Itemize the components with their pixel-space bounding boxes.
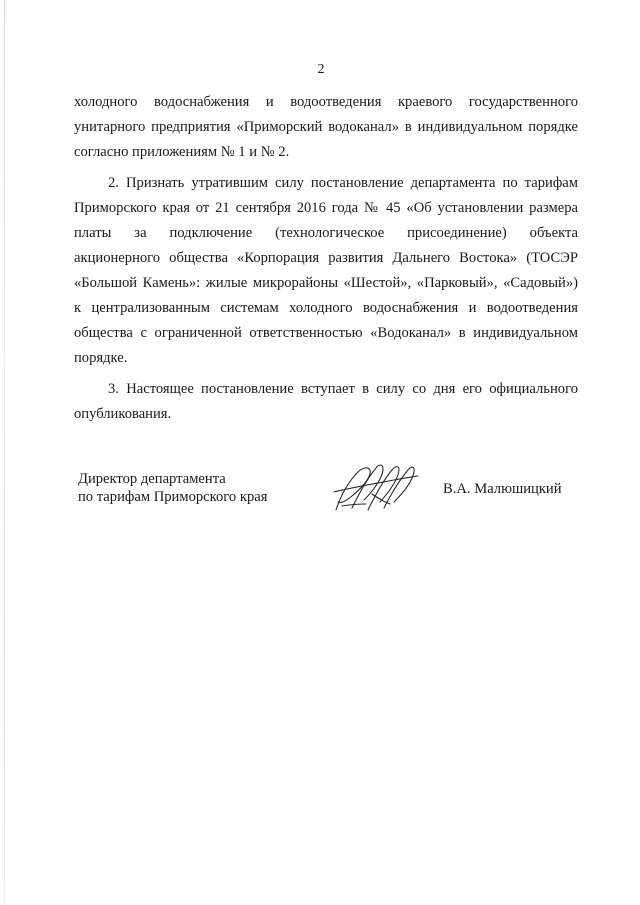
paragraph2-line-7: общества с ограниченной ответственностью «Водоканал» в индивидуальном xyxy=(74,325,578,341)
paragraph2-line-2: Приморского края от 21 сентября 2016 года № 45 «Об установлении размера xyxy=(74,200,578,216)
paragraph1-line-2: унитарного предприятия «Приморский водоканал» в индивидуальном порядке xyxy=(74,119,578,135)
paragraph2-line-8: порядке. xyxy=(74,350,128,366)
paragraph3-line-2: опубликования. xyxy=(74,406,172,422)
page-number: 2 xyxy=(317,62,325,77)
handwritten-signature xyxy=(328,458,420,516)
signatory-title-line-1: Директор департамента xyxy=(78,471,226,487)
paragraph1-line-1: холодного водоснабжения и водоотведения краевого государственного xyxy=(74,94,578,110)
paragraph3-line-1: 3. Настоящее постановление вступает в силу со дня его официального xyxy=(108,381,578,397)
paragraph2-line-1: 2. Признать утратившим силу постановление департамента по тарифам xyxy=(108,175,578,191)
paragraph2-line-4: акционерного общества «Корпорация развития Дальнего Востока» (ТОСЭР xyxy=(74,250,578,266)
paragraph2-line-3: платы за подключение (технологическое присоединение) объекта xyxy=(74,225,578,241)
paragraph1-line-3: согласно приложениям № 1 и № 2. xyxy=(74,144,290,160)
signatory-name: В.А. Малюшицкий xyxy=(443,481,562,497)
paragraph2-line-6: к централизованным системам холодного водоснабжения и водоотведения xyxy=(74,300,578,316)
paragraph2-line-5: «Большой Камень»: жилые микрорайоны «Шестой», «Парковый», «Садовый») xyxy=(74,275,578,291)
signatory-title-line-2: по тарифам Приморского края xyxy=(78,489,268,505)
scan-edge-line xyxy=(4,0,5,905)
